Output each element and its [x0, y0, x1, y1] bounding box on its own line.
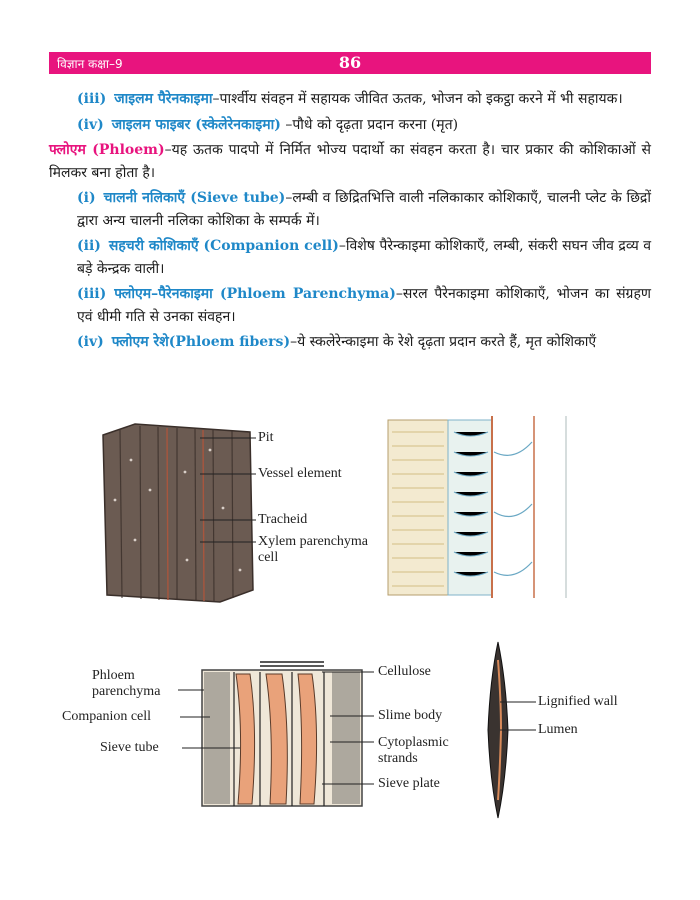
- label-companion-cell: Companion cell: [62, 709, 152, 724]
- label-sieve-tube: Sieve tube: [100, 740, 159, 755]
- label-xylem-parenchyma: Xylem parenchyma cell: [258, 534, 369, 565]
- label-cytoplasmic-strands: Cytoplasmic strands: [378, 735, 449, 766]
- item-number: (iv): [77, 334, 104, 350]
- xylem-vessel-sketch: [384, 412, 574, 602]
- page-header: [49, 52, 651, 74]
- item-number: (iii): [77, 91, 107, 107]
- fiber-leader-lines: [500, 690, 540, 740]
- label-slime-body: Slime body: [378, 708, 443, 723]
- para-phloem: [49, 139, 651, 184]
- item-heading: फ्लोएम–पैरेनकाइमा (Phloem Parenchyma): [114, 286, 396, 302]
- item-text: –सरल पैरेनकाइमा कोशिकाएँ, भोजन का संग्रहण एवं धीमी गति से उनका संवहन।: [77, 286, 651, 325]
- item-text: –ये स्कलेरेन्काइमा के रेशे दृढ़ता प्रदान करते हैं, मृत कोशिकाएँ: [290, 334, 597, 350]
- item-text: –पार्श्वीय संवहन में सहायक जीवित ऊतक, भोजन को इकट्ठा करने में भी सहायक।: [212, 91, 623, 107]
- item-number: (i): [77, 190, 96, 206]
- page-number: 86: [338, 53, 362, 72]
- item-text: –यह ऊतक पादपो में निर्मित भोज्य पदार्थो का संवहन करता है। चार प्रकार की कोशिकाओं से मिलकर बना होता है।: [49, 142, 652, 181]
- item-heading: चालनी नलिकाएँ (Sieve tube): [103, 190, 286, 206]
- label-lumen: Lumen: [538, 722, 578, 737]
- item-number: (iii): [77, 286, 107, 302]
- label-cellulose: Cellulose: [378, 664, 431, 679]
- item-text: –लम्बी व छिद्रितभित्ति वाली नलिकाकार कोशिकाएँ, चालनी प्लेट के छिद्रों द्वारा अन्य चालनी नलिका कोशिका के सम्पर्क में।: [77, 190, 651, 229]
- item-heading: सहचरी कोशिकाएँ (Companion cell): [108, 238, 339, 254]
- para-xylem-parenchyma: [49, 88, 651, 111]
- item-number: (iv): [77, 116, 104, 133]
- xylem-leader-lines: [200, 430, 260, 550]
- book-title: विज्ञान कक्षा–9: [57, 57, 123, 71]
- label-sieve-plate: Sieve plate: [378, 776, 440, 791]
- label-pit: Pit: [258, 430, 274, 445]
- para-companion-cell: [49, 235, 651, 280]
- label-vessel-element: Vessel element: [258, 466, 342, 481]
- label-phloem-parenchyma: Phloem parenchyma: [92, 668, 161, 699]
- para-sieve-tube: [49, 187, 651, 232]
- phloem-leader-lines: [170, 660, 390, 790]
- item-heading: फ्लोएम रेशे(Phloem fibers): [111, 334, 291, 350]
- item-text: –पौधे को दृढ़ता प्रदान करना (मृत): [280, 116, 459, 133]
- item-heading: जाइलम पैरेनकाइमा: [114, 91, 213, 107]
- para-xylem-fiber: [49, 114, 651, 137]
- para-phloem-fibers: [49, 331, 651, 354]
- label-lignified-wall: Lignified wall: [538, 694, 618, 709]
- item-heading: फ्लोएम (Phloem): [49, 142, 165, 158]
- item-text: –विशेष पैरेन्काइमा कोशिकाएँ, लम्बी, संकरी सघन जीव द्रव्य व बड़े केन्द्रक वाली।: [77, 238, 652, 277]
- item-heading: जाइलम फाइबर (स्केलेरेनकाइमा): [111, 116, 281, 133]
- item-number: (ii): [77, 238, 101, 254]
- para-phloem-parenchyma: [49, 283, 651, 328]
- label-tracheid: Tracheid: [258, 512, 308, 527]
- text-body: [49, 88, 651, 357]
